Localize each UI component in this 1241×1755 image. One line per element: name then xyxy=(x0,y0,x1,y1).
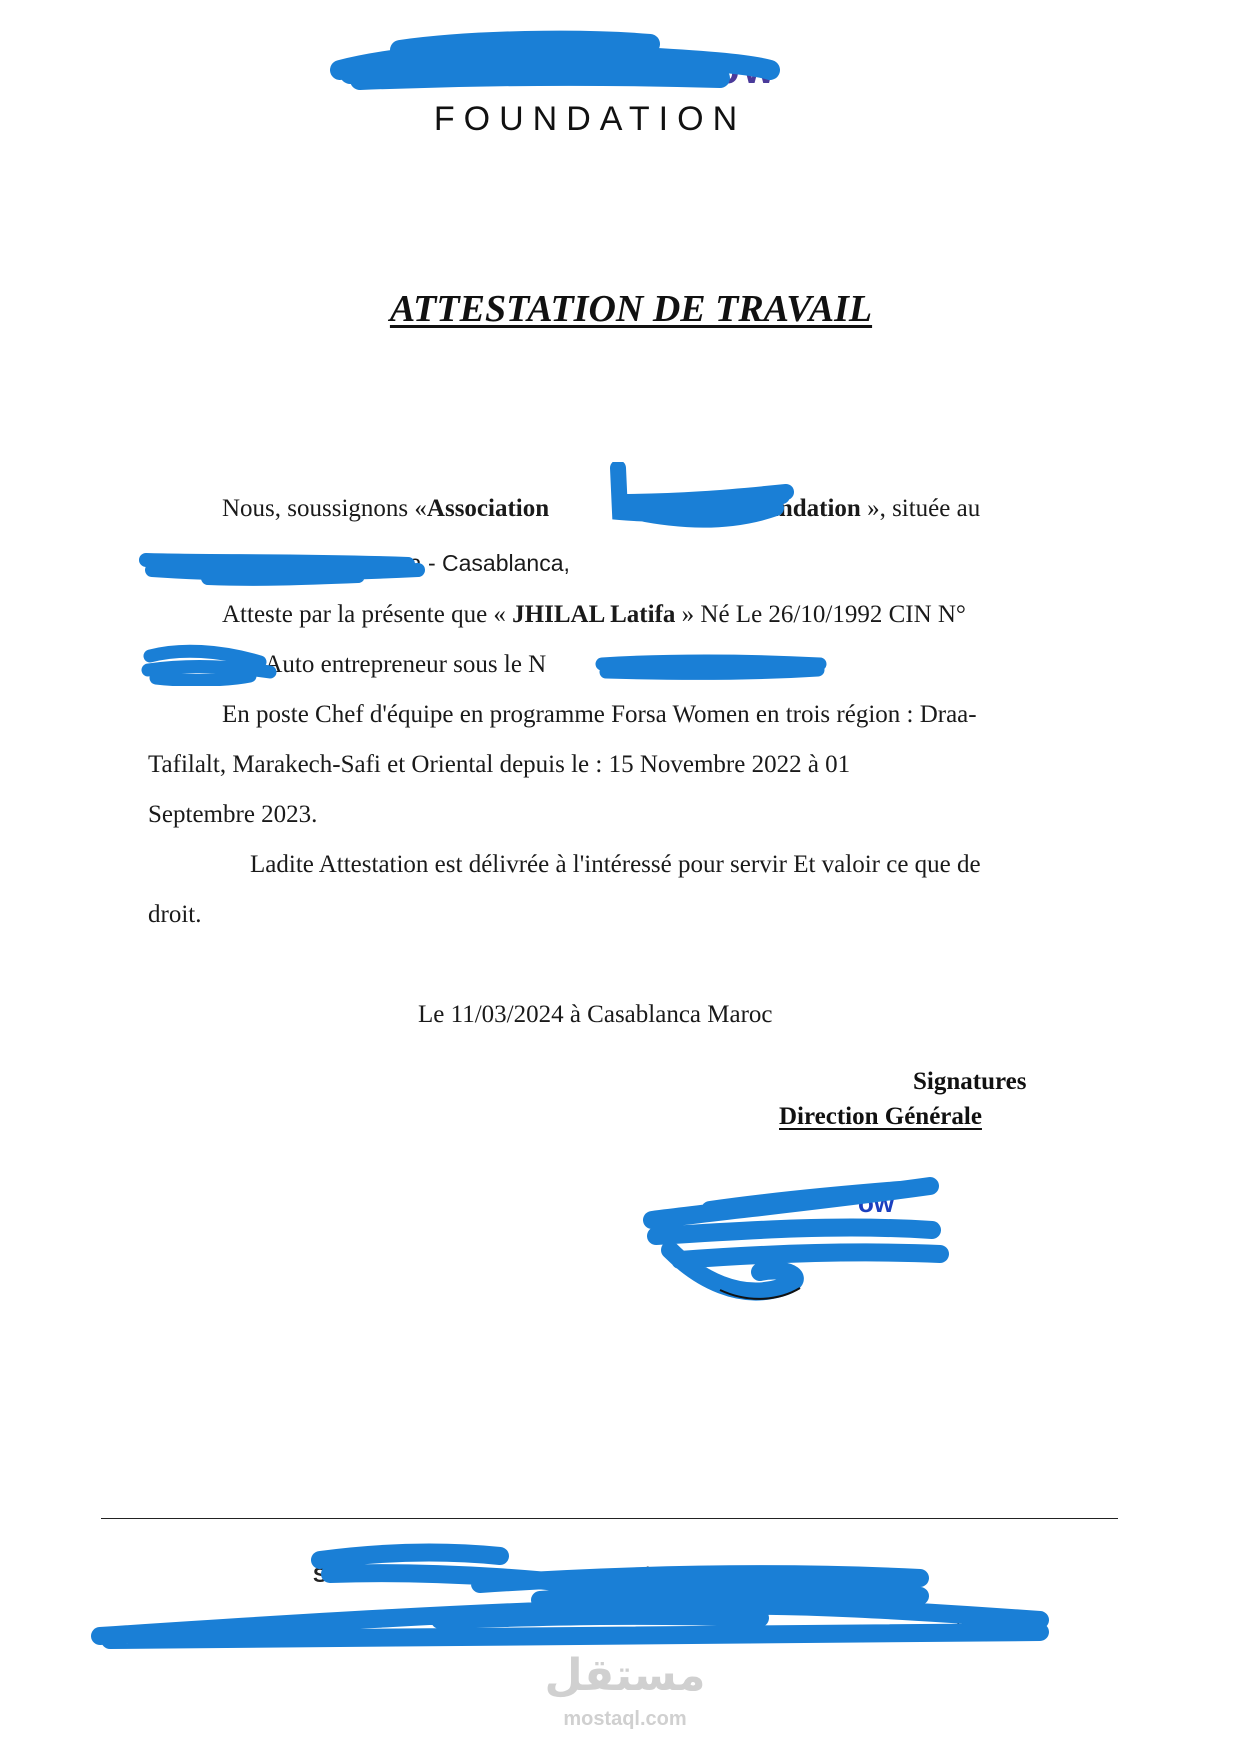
paragraph-3-line-1: En poste Chef d'équipe en programme Forsa Women en trois région : Draa- xyxy=(222,701,977,728)
p1-intro: Nous, soussignons « xyxy=(222,495,427,522)
footer-divider xyxy=(101,1518,1118,1519)
paragraph-1-line-1 xyxy=(222,494,980,524)
logo-fragment: ow xyxy=(715,48,779,92)
p1-foundation: Foundation xyxy=(737,495,861,522)
footer-line1-end: roches xyxy=(738,1564,802,1587)
footer-line1-mid: mme des j xyxy=(585,1564,683,1587)
watermark-arabic: مستقل xyxy=(544,1650,706,1701)
p2-intro: Atteste par la présente que « xyxy=(222,601,506,628)
p2-birth-cin: » Né Le 26/10/1992 CIN N° xyxy=(675,601,966,628)
p1-closing: », située au xyxy=(860,495,981,522)
p2-cin-tail: 120 xyxy=(222,651,260,678)
footer-line2-end: il.com xyxy=(956,1616,1011,1639)
p2-auto-entrepreneur: Auto entrepreneur sous le N xyxy=(259,651,547,678)
stamp-fragment: ow xyxy=(858,1188,895,1218)
watermark-latin: mostaql.com xyxy=(563,1708,687,1730)
signature-department: Direction Générale xyxy=(779,1103,982,1130)
paragraph-4-line-2: droit. xyxy=(148,901,202,928)
footer-line1-fragment: Star xyxy=(313,1564,354,1587)
paragraph-2-line-1 xyxy=(222,600,966,630)
logo-area xyxy=(0,0,1241,150)
document-title: ATTESTATION DE TRAVAIL xyxy=(389,288,873,330)
date-place: Le 11/03/2024 à Casablanca Maroc xyxy=(418,1001,773,1028)
p2-employee-name: JHILAL Latifa xyxy=(512,601,676,628)
paragraph-4-line-1: Ladite Attestation est délivrée à l'intéressé pour servir Et valoir ce que de xyxy=(250,851,981,878)
paragraph-1-line-2 xyxy=(150,548,570,578)
paragraph-3-line-2: Tafilalt, Marakech-Safi et Oriental depuis le : 15 Novembre 2022 à 01 xyxy=(148,751,851,778)
footer-line-1 xyxy=(313,1564,802,1588)
footer-redaction-scribble xyxy=(80,1540,1060,1650)
paragraph-3-line-3: Septembre 2023. xyxy=(148,801,318,828)
p1-association: Association xyxy=(426,495,550,522)
stamp-area xyxy=(640,1170,950,1320)
footer-line-2 xyxy=(956,1616,1011,1640)
paragraph-2-line-2 xyxy=(148,650,780,680)
logo-foundation-word: FOUNDATION xyxy=(433,100,747,138)
stamp-redaction-scribble xyxy=(640,1170,950,1320)
p2-end: . xyxy=(774,651,781,678)
p1-address-tail: aa - Casablanca, xyxy=(396,550,570,576)
signature-label: Signatures xyxy=(913,1068,1027,1095)
